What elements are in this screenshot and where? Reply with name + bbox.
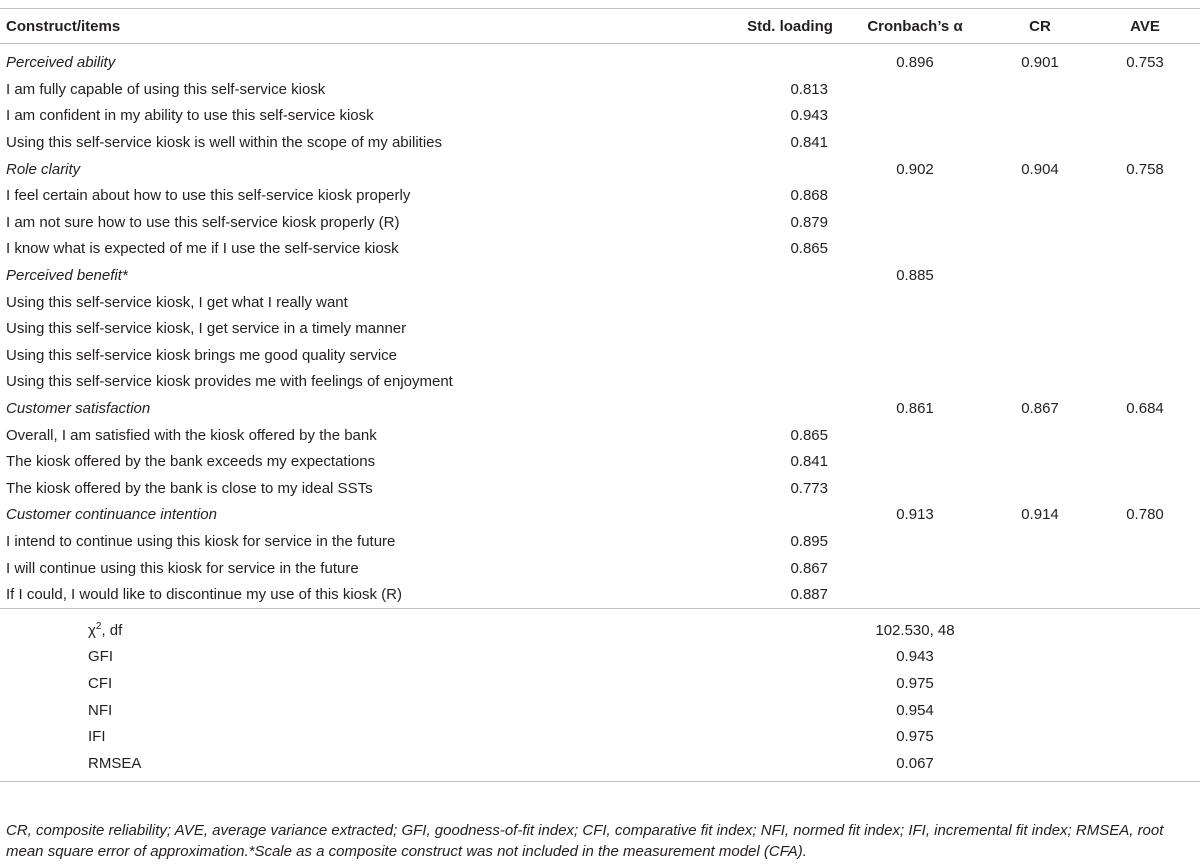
item-label: Using this self-service kiosk, I get what I really want xyxy=(6,293,348,311)
cr-cell xyxy=(990,263,1090,290)
cronbach-alpha-cell: 0.902 xyxy=(896,160,934,178)
cronbach-alpha-cell xyxy=(840,449,990,476)
empty-cell xyxy=(1090,697,1200,724)
fit-index-value: 0.954 xyxy=(896,701,934,719)
cr-cell xyxy=(990,316,1090,343)
fit-index-name: RMSEA xyxy=(88,754,142,772)
std-loading-cell: 0.841 xyxy=(790,453,828,471)
header-std-loading: Std. loading xyxy=(747,18,833,35)
cr-cell: 0.901 xyxy=(1021,54,1059,72)
ave-cell xyxy=(1090,529,1200,556)
ave-cell xyxy=(1090,555,1200,582)
std-loading-cell xyxy=(740,316,840,343)
ave-cell xyxy=(1090,316,1200,343)
item-label: I know what is expected of me if I use the self-service kiosk xyxy=(6,240,399,258)
item-label: If I could, I would like to discontinue my use of this kiosk (R) xyxy=(6,586,402,604)
items-body xyxy=(0,44,1200,609)
cronbach-alpha-cell xyxy=(840,210,990,237)
cr-cell xyxy=(990,529,1090,556)
cronbach-alpha-cell xyxy=(840,103,990,130)
cr-cell xyxy=(990,289,1090,316)
ave-cell xyxy=(1090,422,1200,449)
ave-cell xyxy=(1090,236,1200,263)
construct-row xyxy=(0,396,1200,423)
cr-cell: 0.867 xyxy=(1021,400,1059,418)
construct-row xyxy=(0,156,1200,183)
fit-index-value: 0.975 xyxy=(896,674,934,692)
ave-cell xyxy=(1090,263,1200,290)
empty-cell xyxy=(990,671,1090,698)
fit-index-row xyxy=(0,609,1200,644)
std-loading-cell xyxy=(740,156,840,183)
table-row xyxy=(0,369,1200,396)
ave-cell xyxy=(1090,476,1200,503)
table-row xyxy=(0,476,1200,503)
cronbach-alpha-cell: 0.913 xyxy=(896,506,934,524)
cr-cell xyxy=(990,369,1090,396)
cronbach-alpha-cell xyxy=(840,369,990,396)
std-loading-cell: 0.943 xyxy=(790,107,828,125)
cr-cell xyxy=(990,343,1090,370)
fit-index-row xyxy=(0,697,1200,724)
fit-index-label xyxy=(0,644,740,671)
fit-index-label xyxy=(0,697,740,724)
fit-index-value: 0.975 xyxy=(896,728,934,746)
cronbach-alpha-cell xyxy=(840,289,990,316)
cr-cell xyxy=(990,582,1090,609)
table-row xyxy=(0,236,1200,263)
cronbach-alpha-cell xyxy=(840,236,990,263)
std-loading-cell: 0.868 xyxy=(790,187,828,205)
header-construct: Construct/items xyxy=(6,18,121,35)
cr-cell xyxy=(990,555,1090,582)
std-loading-cell: 0.895 xyxy=(790,532,828,550)
item-label: I am fully capable of using this self-service kiosk xyxy=(6,80,326,98)
table-row xyxy=(0,77,1200,104)
cronbach-alpha-cell xyxy=(840,582,990,609)
std-loading-cell xyxy=(740,343,840,370)
item-label: Perceived ability xyxy=(6,54,116,72)
cronbach-alpha-cell xyxy=(840,422,990,449)
item-label: Perceived benefit* xyxy=(6,267,128,285)
item-label: Using this self-service kiosk provides me with feelings of enjoyment xyxy=(6,373,453,391)
std-loading-cell xyxy=(740,289,840,316)
empty-cell xyxy=(740,697,840,724)
ave-cell xyxy=(1090,103,1200,130)
cr-cell: 0.904 xyxy=(1021,160,1059,178)
cr-cell xyxy=(990,130,1090,157)
empty-cell xyxy=(740,609,840,644)
fit-index-suffix: , df xyxy=(101,621,123,639)
empty-cell xyxy=(990,724,1090,751)
cronbach-alpha-cell xyxy=(840,183,990,210)
fit-index-value: 0.943 xyxy=(896,648,934,666)
ave-cell xyxy=(1090,369,1200,396)
table-row xyxy=(0,289,1200,316)
ave-cell xyxy=(1090,77,1200,104)
table-row xyxy=(0,422,1200,449)
empty-cell xyxy=(990,750,1090,781)
ave-cell xyxy=(1090,582,1200,609)
fit-index-name: χ xyxy=(88,621,96,639)
cronbach-alpha-cell xyxy=(840,555,990,582)
ave-cell xyxy=(1090,183,1200,210)
std-loading-cell: 0.865 xyxy=(790,240,828,258)
table-row xyxy=(0,529,1200,556)
header-cr: CR xyxy=(1029,18,1051,35)
cr-cell xyxy=(990,103,1090,130)
item-label: I will continue using this kiosk for service in the future xyxy=(6,559,359,577)
cronbach-alpha-cell: 0.885 xyxy=(896,267,934,285)
table-footnote: CR, composite reliability; AVE, average variance extracted; GFI, goodness-of-fit index; CFI, comparative fit index; NFI, normed fit index; IFI, incremental fit index; RMSEA, root mean square error of approximation.*Scale as a composite construct was not included in the measurement model (CFA). xyxy=(6,822,1164,860)
table-header xyxy=(0,9,1200,44)
item-label: Using this self-service kiosk brings me good quality service xyxy=(6,346,397,364)
fit-index-superscript: 2 xyxy=(95,620,102,632)
item-label: Using this self-service kiosk, I get service in a timely manner xyxy=(6,320,407,338)
cronbach-alpha-cell xyxy=(840,343,990,370)
cr-cell xyxy=(990,476,1090,503)
ave-cell: 0.758 xyxy=(1126,160,1164,178)
item-label: Customer continuance intention xyxy=(6,506,217,524)
table-row xyxy=(0,343,1200,370)
empty-cell xyxy=(740,750,840,781)
empty-cell xyxy=(1090,724,1200,751)
cronbach-alpha-cell xyxy=(840,316,990,343)
empty-cell xyxy=(1090,671,1200,698)
item-label: Using this self-service kiosk is well within the scope of my abilities xyxy=(6,134,442,152)
table-row xyxy=(0,316,1200,343)
std-loading-cell: 0.879 xyxy=(790,213,828,231)
std-loading-cell: 0.813 xyxy=(790,80,828,98)
item-label: I am confident in my ability to use this self-service kiosk xyxy=(6,107,374,125)
table-row xyxy=(0,183,1200,210)
fit-index-row xyxy=(0,724,1200,751)
ave-cell: 0.780 xyxy=(1126,506,1164,524)
std-loading-cell: 0.887 xyxy=(790,586,828,604)
ave-cell: 0.684 xyxy=(1126,400,1164,418)
std-loading-cell: 0.865 xyxy=(790,426,828,444)
item-label: I intend to continue using this kiosk for service in the future xyxy=(6,532,396,550)
std-loading-cell: 0.841 xyxy=(790,134,828,152)
fit-indices-body xyxy=(0,609,1200,782)
cronbach-alpha-cell: 0.861 xyxy=(896,400,934,418)
construct-row xyxy=(0,44,1200,77)
fit-index-label xyxy=(0,750,740,781)
item-label: I feel certain about how to use this self-service kiosk properly xyxy=(6,187,411,205)
ave-cell xyxy=(1090,210,1200,237)
measurement-table xyxy=(0,8,1200,782)
cr-cell xyxy=(990,422,1090,449)
std-loading-cell xyxy=(740,502,840,529)
empty-cell xyxy=(740,644,840,671)
std-loading-cell xyxy=(740,369,840,396)
item-label: Role clarity xyxy=(6,160,81,178)
table-row xyxy=(0,210,1200,237)
ave-cell xyxy=(1090,343,1200,370)
fit-index-value: 102.530, 48 xyxy=(875,621,955,639)
cronbach-alpha-cell: 0.896 xyxy=(896,54,934,72)
empty-cell xyxy=(990,609,1090,644)
std-loading-cell: 0.773 xyxy=(790,479,828,497)
empty-cell xyxy=(990,644,1090,671)
cronbach-alpha-cell xyxy=(840,529,990,556)
table-row xyxy=(0,449,1200,476)
cr-cell xyxy=(990,183,1090,210)
fit-index-name: GFI xyxy=(88,648,113,666)
fit-index-label xyxy=(0,671,740,698)
item-label: The kiosk offered by the bank exceeds my expectations xyxy=(6,453,376,471)
cr-cell xyxy=(990,236,1090,263)
construct-row xyxy=(0,502,1200,529)
table-row xyxy=(0,103,1200,130)
header-ave: AVE xyxy=(1130,18,1160,35)
item-label: I am not sure how to use this self-service kiosk properly (R) xyxy=(6,213,400,231)
cr-cell: 0.914 xyxy=(1021,506,1059,524)
cr-cell xyxy=(990,77,1090,104)
std-loading-cell: 0.867 xyxy=(790,559,828,577)
fit-index-label xyxy=(0,609,740,644)
cr-cell xyxy=(990,449,1090,476)
std-loading-cell xyxy=(740,396,840,423)
table-row xyxy=(0,130,1200,157)
fit-index-value: 0.067 xyxy=(896,754,934,772)
fit-index-name: NFI xyxy=(88,701,113,719)
empty-cell xyxy=(740,671,840,698)
cronbach-alpha-cell xyxy=(840,77,990,104)
std-loading-cell xyxy=(740,44,840,77)
fit-index-label xyxy=(0,724,740,751)
ave-cell xyxy=(1090,289,1200,316)
table-row xyxy=(0,582,1200,609)
fit-index-row xyxy=(0,671,1200,698)
item-label: The kiosk offered by the bank is close to my ideal SSTs xyxy=(6,479,373,497)
cronbach-alpha-cell xyxy=(840,130,990,157)
ave-cell xyxy=(1090,130,1200,157)
empty-cell xyxy=(1090,609,1200,644)
ave-cell: 0.753 xyxy=(1126,54,1164,72)
fit-index-row xyxy=(0,644,1200,671)
std-loading-cell xyxy=(740,263,840,290)
empty-cell xyxy=(1090,644,1200,671)
ave-cell xyxy=(1090,449,1200,476)
fit-index-name: CFI xyxy=(88,674,113,692)
empty-cell xyxy=(1090,750,1200,781)
cronbach-alpha-cell xyxy=(840,476,990,503)
fit-index-name: IFI xyxy=(88,728,106,746)
fit-index-row xyxy=(0,750,1200,781)
cr-cell xyxy=(990,210,1090,237)
empty-cell xyxy=(990,697,1090,724)
construct-row xyxy=(0,263,1200,290)
item-label: Customer satisfaction xyxy=(6,400,151,418)
header-cronbach-alpha: Cronbach’s α xyxy=(867,18,963,35)
empty-cell xyxy=(740,724,840,751)
table-row xyxy=(0,555,1200,582)
item-label: Overall, I am satisfied with the kiosk offered by the bank xyxy=(6,426,377,444)
